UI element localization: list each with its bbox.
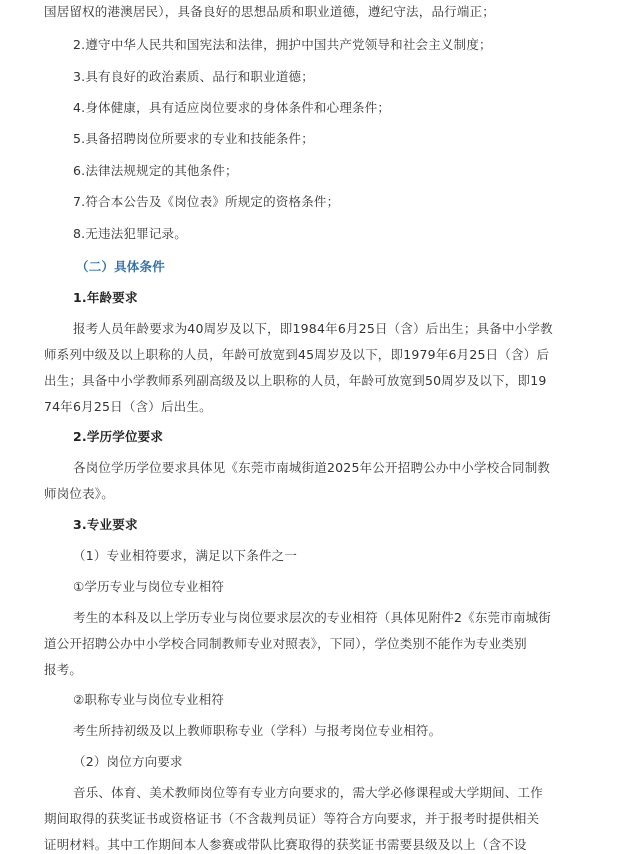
paragraph-line: 报考。 xyxy=(44,662,83,677)
paragraph-line: 音乐、体育、美术教师岗位等有专业方向要求的，需大学必修课程或大学期间、工作 xyxy=(73,785,543,800)
list-item: 6.法律法规规定的其他条件； xyxy=(73,163,238,178)
paragraph-line: 国居留权的港澳居民），具备良好的思想品质和职业道德，遵纪守法，品行端正； xyxy=(44,4,495,19)
subsection-title-education: 2.学历学位要求 xyxy=(73,429,164,444)
subsection-title-age: 1.年龄要求 xyxy=(73,290,138,305)
list-item: 5.具备招聘岗位所要求的专业和技能条件； xyxy=(73,131,314,146)
paragraph-line: 师系列中级及以上职称的人员，年龄可放宽到45周岁及以下，即1979年6月25日（含）后 xyxy=(44,347,550,362)
sub-item: （2）岗位方向要求 xyxy=(73,754,183,769)
paragraph-line: 报考人员年龄要求为40周岁及以下，即1984年6月25日（含）后出生；具备中小学教 xyxy=(73,321,553,336)
paragraph-line: 出生；具备中小学教师系列副高级及以上职称的人员，年龄可放宽到50周岁及以下，即19 xyxy=(44,373,547,388)
paragraph-line: 各岗位学历学位要求具体见《东莞市南城街道2025年公开招聘公办中小学校合同制教 xyxy=(73,460,551,475)
sub-item: （1）专业相符要求，满足以下条件之一 xyxy=(73,548,298,563)
paragraph-line: 74年6月25日（含）后出生。 xyxy=(44,399,212,414)
paragraph-line: 证明材料。其中工作期间本人参赛或带队比赛取得的获奖证书需要县级及以上（含不设 xyxy=(44,837,527,852)
list-item: 8.无违法犯罪记录。 xyxy=(73,226,187,241)
list-item: 3.具有良好的政治素质、品行和职业道德； xyxy=(73,69,314,84)
option-title: ②职称专业与岗位专业相符 xyxy=(73,692,225,707)
paragraph-line: 师岗位表》。 xyxy=(44,486,114,501)
subsection-title-major: 3.专业要求 xyxy=(73,517,138,532)
paragraph-line: 道公开招聘公办中小学校合同制教师专业对照表》，下同），学位类别不能作为专业类别 xyxy=(44,636,527,651)
section-heading: （二）具体条件 xyxy=(76,259,165,274)
option-title: ①学历专业与岗位专业相符 xyxy=(73,579,225,594)
paragraph-line: 考生的本科及以上学历专业与岗位要求层次的专业相符（具体见附件2《东莞市南城街 xyxy=(73,610,552,625)
list-item: 4.身体健康，具有适应岗位要求的身体条件和心理条件； xyxy=(73,100,391,115)
paragraph-line: 期间取得的获奖证书或资格证书（不含裁判员证）等符合方向要求，并于报考时提供相关 xyxy=(44,811,540,826)
list-item: 2.遵守中华人民共和国宪法和法律，拥护中国共产党领导和社会主义制度； xyxy=(73,37,492,52)
paragraph-line: 考生所持初级及以上教师职称专业（学科）与报考岗位专业相符。 xyxy=(73,723,442,738)
list-item: 7.符合本公告及《岗位表》所规定的资格条件； xyxy=(73,194,340,209)
